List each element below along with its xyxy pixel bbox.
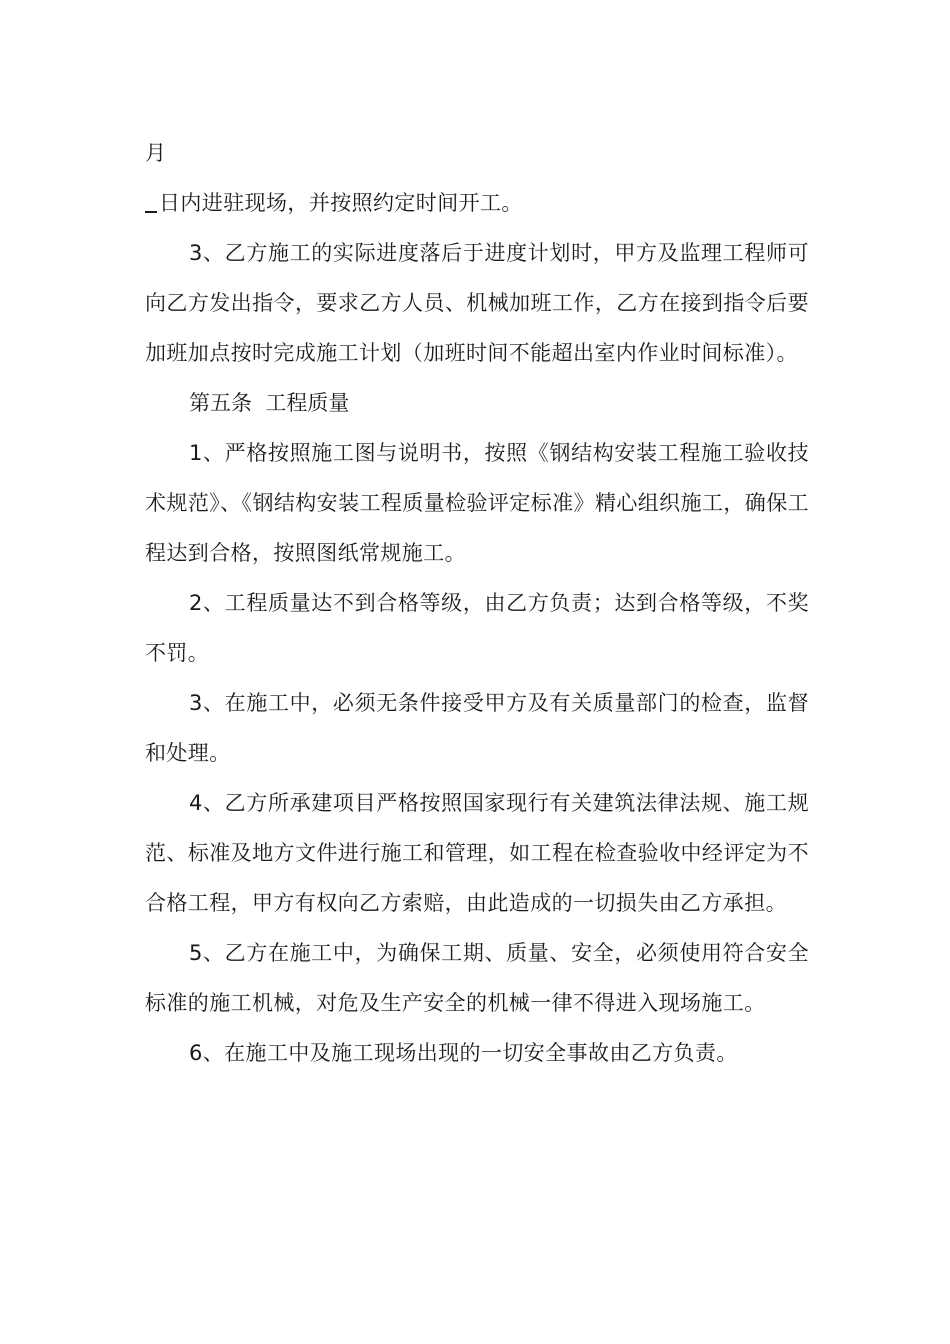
entry-date-text: 日内进驻现场，并按照约定时间开工。	[159, 191, 523, 215]
blank-underline	[145, 191, 157, 213]
quality-item-2: 2、工程质量达不到合格等级，由乙方负责；达到合格等级，不奖不罚。	[145, 591, 809, 665]
quality-item-6: 6、在施工中及施工现场出现的一切安全事故由乙方负责。	[189, 1041, 738, 1065]
quality-item-5: 5、乙方在施工中，为确保工期、质量、安全，必须使用符合安全标准的施工机械，对危及生产安全的机械一律不得进入现场施工。	[145, 941, 809, 1015]
quality-item-3: 3、在施工中，必须无条件接受甲方及有关质量部门的检查，监督和处理。	[145, 691, 809, 765]
document-page	[145, 128, 809, 1078]
entry-date-line	[145, 178, 809, 228]
article-5-heading: 第五条 工程质量	[189, 391, 350, 415]
fragment-month: 月	[145, 141, 167, 165]
quality-item-4: 4、乙方所承建项目严格按照国家现行有关建筑法律法规、施工规范、标准及地方文件进行施工和管理，如工程在检查验收中经评定为不合格工程，甲方有权向乙方索赔，由此造成的一切损失由乙方承担。	[145, 791, 809, 915]
paragraph-progress-clause: 3、乙方施工的实际进度落后于进度计划时，甲方及监理工程师可向乙方发出指令，要求乙方人员、机械加班工作，乙方在接到指令后要加班加点按时完成施工计划（加班时间不能超出室内作业时间标准）。	[145, 241, 809, 365]
quality-item-1: 1、严格按照施工图与说明书，按照《钢结构安装工程施工验收技术规范》、《钢结构安装工程质量检验评定标准》精心组织施工，确保工程达到合格，按照图纸常规施工。	[145, 441, 809, 565]
